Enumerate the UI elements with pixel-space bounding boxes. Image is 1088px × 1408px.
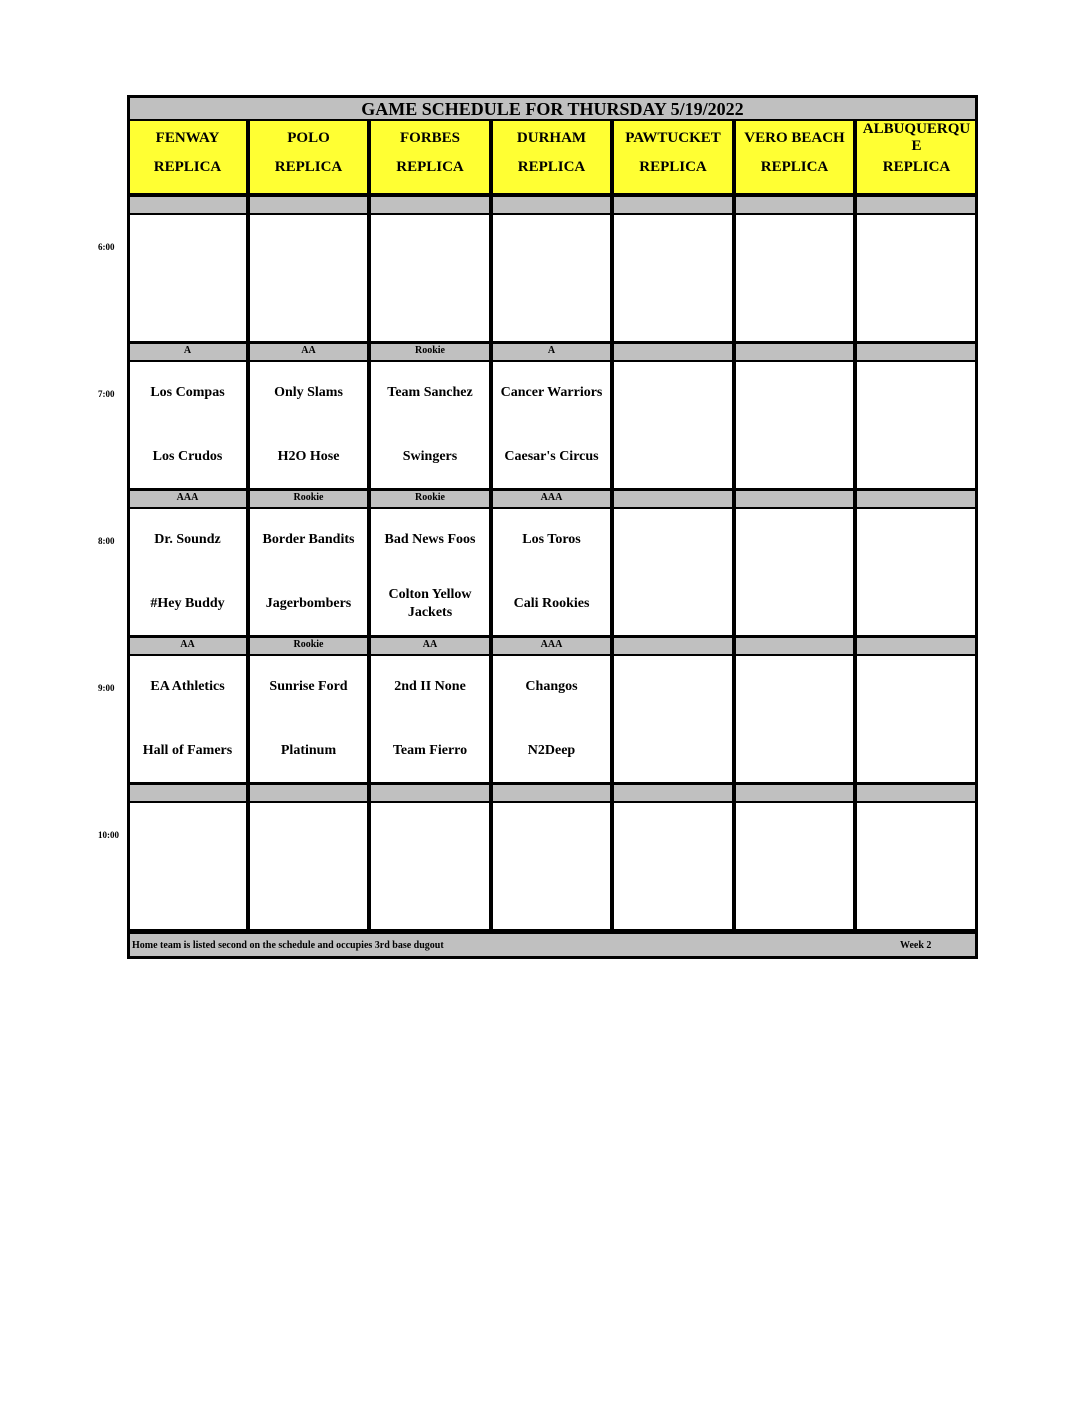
division-label [612,783,734,803]
game-slot [127,801,248,931]
field-header [127,119,248,195]
game-slot [612,213,734,343]
division-label [734,783,855,803]
field-header [491,119,612,195]
division-label [734,636,855,656]
home-team: H2O Hose [277,449,340,464]
field-subtitle: REPLICA [396,159,464,175]
field-name: FENWAY [155,130,220,146]
field-header [855,119,978,195]
game-slot [248,507,369,637]
field-subtitle: REPLICA [882,159,951,175]
division-label: Rookie [369,342,491,362]
division-label [369,195,491,215]
division-label: AA [127,636,248,656]
field-subtitle: REPLICA [517,159,586,175]
game-slot [248,360,369,490]
week-label: Week 2 [900,940,932,951]
division-label: Rookie [248,489,369,509]
away-team: 2nd II None [394,679,466,694]
division-label [855,342,978,362]
game-slot [734,507,855,637]
division-label [248,195,369,215]
game-slot [491,213,612,343]
field-name: POLO [287,130,330,146]
field-subtitle: REPLICA [274,159,343,175]
home-team: Swingers [402,449,458,464]
game-slot [127,654,248,784]
game-slot [369,507,491,637]
field-header [612,119,734,195]
division-label [491,783,612,803]
division-label: AA [248,342,369,362]
division-label [734,195,855,215]
time-label: 8:00 [98,536,115,546]
game-slot [491,654,612,784]
away-team: Bad News Foos [384,532,476,547]
home-team: Los Crudos [152,449,223,464]
field-header [248,119,369,195]
division-label [612,342,734,362]
game-slot [855,654,978,784]
schedule-sheet [127,95,978,959]
division-label [734,342,855,362]
game-slot [612,654,734,784]
field-name: ALBUQUERQUE [862,121,971,154]
game-slot [612,801,734,931]
home-team: Platinum [280,743,337,758]
game-slot [248,213,369,343]
division-label: AAA [491,489,612,509]
away-team: Changos [525,679,578,694]
division-label [855,783,978,803]
division-label [612,489,734,509]
game-slot [855,360,978,490]
field-header [369,119,491,195]
time-label: 6:00 [98,242,115,252]
game-slot [734,213,855,343]
division-label: A [491,342,612,362]
division-label: Rookie [369,489,491,509]
game-slot [127,507,248,637]
away-team: Dr. Soundz [154,532,221,547]
field-name: VERO BEACH [744,130,845,146]
field-name: FORBES [399,130,460,146]
division-label [855,195,978,215]
division-label: AAA [127,489,248,509]
division-label [369,783,491,803]
away-team: Only Slams [274,385,343,400]
game-slot [369,360,491,490]
home-team: Colton Yellow Jackets [388,587,472,620]
game-slot [491,360,612,490]
division-label [491,195,612,215]
field-name: DURHAM [516,130,587,146]
game-slot [369,801,491,931]
division-label: Rookie [248,636,369,656]
game-slot [612,360,734,490]
home-team: Caesar's Circus [504,449,599,464]
game-slot [491,507,612,637]
field-subtitle: REPLICA [153,159,222,175]
game-slot [612,507,734,637]
division-label [734,489,855,509]
away-team: Border Bandits [262,532,355,547]
away-team: Team Sanchez [387,385,473,400]
division-label: AAA [491,636,612,656]
home-team: Jagerbombers [265,596,352,611]
away-team: EA Athletics [150,679,225,694]
division-label: AA [369,636,491,656]
field-header [734,119,855,195]
division-label [127,783,248,803]
game-slot [369,654,491,784]
away-team: Cancer Warriors [500,385,603,400]
field-subtitle: REPLICA [760,159,829,175]
game-slot [127,213,248,343]
home-team: Hall of Famers [142,743,233,758]
away-team: Los Toros [522,532,581,547]
game-slot [248,654,369,784]
schedule-footer [127,931,978,959]
game-slot [734,654,855,784]
division-label [127,195,248,215]
field-name: PAWTUCKET [625,130,721,146]
away-team: Sunrise Ford [269,679,348,694]
game-slot [248,801,369,931]
game-slot [855,801,978,931]
away-team: Los Compas [150,385,225,400]
division-label [612,636,734,656]
game-slot [491,801,612,931]
division-label [855,636,978,656]
game-slot [127,360,248,490]
home-team-note: Home team is listed second on the schedule and occupies 3rd base dugout [132,940,444,951]
home-team: Cali Rookies [513,596,590,611]
division-label [612,195,734,215]
game-slot [855,507,978,637]
division-label [248,783,369,803]
home-team: N2Deep [527,743,576,758]
game-slot [855,213,978,343]
field-subtitle: REPLICA [639,159,707,175]
division-label: A [127,342,248,362]
game-slot [369,213,491,343]
game-slot [734,801,855,931]
schedule-title: GAME SCHEDULE FOR THURSDAY 5/19/2022 [127,95,978,122]
home-team: #Hey Buddy [150,596,225,611]
game-slot [734,360,855,490]
time-label: 7:00 [98,389,115,399]
home-team: Team Fierro [392,743,468,758]
time-label: 9:00 [98,683,115,693]
time-label: 10:00 [98,830,119,840]
division-label [855,489,978,509]
